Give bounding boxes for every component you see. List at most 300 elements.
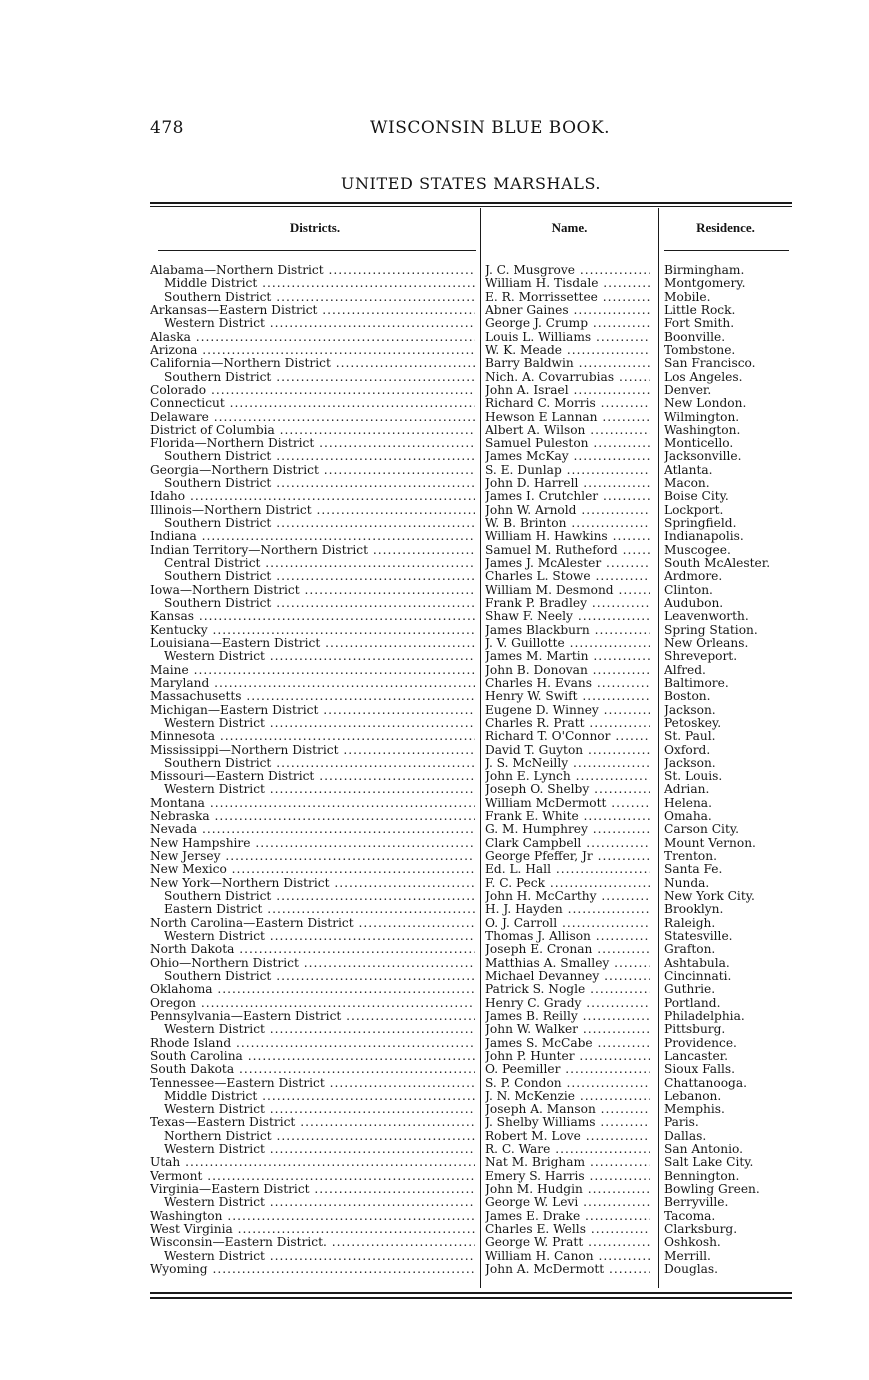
table-row: [0, 1183, 869, 1196]
table-title: UNITED STATES MARSHALS.: [340, 174, 602, 193]
residence-cell: New York City.: [664, 890, 755, 904]
district-cell: Western District .....: [164, 783, 475, 796]
name-cell: Hewson E Lannan .....: [485, 411, 650, 424]
table-row: [0, 783, 869, 796]
top-double-rule-upper: [150, 202, 792, 204]
name-cell: J. V. Guillotte .....: [485, 637, 650, 650]
table-row: [0, 1143, 869, 1156]
table-row: [0, 1196, 869, 1209]
bottom-double-rule-upper: [150, 1292, 792, 1294]
table-row: [0, 1010, 869, 1023]
header-underline-right: [664, 250, 789, 251]
residence-cell: South McAlester.: [664, 557, 771, 571]
district-cell: Western District .....: [164, 1023, 475, 1036]
residence-cell: Muscogee.: [664, 543, 731, 557]
residence-cell: Lockport.: [664, 503, 724, 517]
residence-cell: Chattanooga.: [664, 1076, 747, 1090]
residence-cell: Atlanta.: [664, 463, 713, 477]
table-row: [0, 331, 869, 344]
residence-cell: Mount Vernon.: [664, 836, 756, 850]
residence-cell: Washington.: [664, 423, 741, 437]
district-cell: Western District .....: [164, 930, 475, 943]
residence-cell: Baltimore.: [664, 676, 729, 690]
table-row: [0, 264, 869, 277]
residence-cell: New Orleans.: [664, 636, 749, 650]
table-row: [0, 1023, 869, 1036]
residence-cell: Providence.: [664, 1036, 737, 1050]
name-cell: John A. McDermott .....: [485, 1263, 650, 1276]
district-cell: Arizona .....: [150, 344, 475, 357]
residence-cell: Pittsburg.: [664, 1023, 726, 1037]
residence-cell: Oshkosh.: [664, 1236, 721, 1250]
name-cell: John W. Walker .....: [485, 1023, 650, 1036]
table-row: [0, 1103, 869, 1116]
district-cell: Massachusetts .....: [150, 690, 475, 703]
residence-cell: St. Louis.: [664, 770, 723, 784]
residence-cell: Fort Smith.: [664, 317, 735, 331]
bottom-double-rule-lower: [150, 1297, 792, 1299]
district-cell: South Dakota .....: [150, 1063, 475, 1076]
district-cell: Middle District .....: [164, 1090, 475, 1103]
district-cell: Kansas .....: [150, 610, 475, 623]
district-cell: Iowa—Northern District .....: [150, 584, 475, 597]
table-row: [0, 490, 869, 503]
name-cell: John M. Hudgin .....: [485, 1183, 650, 1196]
district-cell: New Hampshire .....: [150, 837, 475, 850]
district-cell: Southern District .....: [164, 517, 475, 530]
residence-cell: Nunda.: [664, 876, 710, 890]
district-cell: Maryland .....: [150, 677, 475, 690]
residence-cell: Omaha.: [664, 810, 712, 824]
table-row: [0, 757, 869, 770]
residence-cell: Boise City.: [664, 490, 729, 504]
name-cell: Henry C. Grady .....: [485, 997, 650, 1010]
residence-cell: New London.: [664, 397, 747, 411]
district-cell: Arkansas—Eastern District .....: [150, 304, 475, 317]
name-cell: Nich. A. Covarrubias .....: [485, 371, 650, 384]
name-cell: F. C. Peck .....: [485, 877, 650, 890]
residence-cell: Leavenworth.: [664, 610, 749, 624]
table-row: [0, 797, 869, 810]
table-row: [0, 1156, 869, 1169]
district-cell: New Jersey .....: [150, 850, 475, 863]
residence-cell: Douglas.: [664, 1263, 719, 1276]
residence-cell: Wilmington.: [664, 410, 740, 424]
table-row: [0, 411, 869, 424]
district-cell: Southern District .....: [164, 970, 475, 983]
name-cell: John P. Hunter .....: [485, 1050, 650, 1063]
table-row: [0, 1170, 869, 1183]
table-row: [0, 517, 869, 530]
residence-cell: San Francisco.: [664, 357, 756, 371]
table-row: [0, 677, 869, 690]
name-cell: John D. Harrell .....: [485, 477, 650, 490]
table-row: [0, 1077, 869, 1090]
residence-cell: Indianapolis.: [664, 530, 744, 544]
residence-cell: Tacoma.: [664, 1209, 716, 1223]
table-row: [0, 1063, 869, 1076]
table-row: [0, 837, 869, 850]
residence-cell: Helena.: [664, 796, 712, 810]
residence-cell: Statesville.: [664, 930, 733, 943]
name-cell: O. Peemiller .....: [485, 1063, 650, 1076]
district-cell: Southern District .....: [164, 570, 475, 583]
name-cell: J. C. Musgrove .....: [485, 264, 650, 277]
table-row: [0, 291, 869, 304]
residence-cell: Jacksonville.: [664, 450, 742, 464]
name-cell: Samuel M. Rutheford .....: [485, 544, 650, 557]
residence-cell: Los Angeles.: [664, 370, 743, 384]
residence-cell: Memphis.: [664, 1103, 725, 1117]
residence-cell: Lebanon.: [664, 1089, 722, 1103]
name-cell: William H. Hawkins .....: [485, 530, 650, 543]
table-row: [0, 397, 869, 410]
district-cell: Missouri—Eastern District .....: [150, 770, 475, 783]
district-cell: Nevada .....: [150, 823, 475, 836]
table-row: [0, 384, 869, 397]
name-cell: Robert M. Love .....: [485, 1130, 650, 1143]
residence-cell: Salt Lake City.: [664, 1156, 754, 1170]
district-cell: West Virginia .....: [150, 1223, 475, 1236]
table-row: [0, 450, 869, 463]
table-row: [0, 1050, 869, 1063]
district-cell: Southern District .....: [164, 371, 475, 384]
table-row: [0, 943, 869, 956]
residence-cell: Portland.: [664, 996, 721, 1010]
name-cell: Richard C. Morris .....: [485, 397, 650, 410]
residence-cell: Monticello.: [664, 437, 734, 451]
name-cell: John H. McCarthy .....: [485, 890, 650, 903]
name-cell: W. K. Meade .....: [485, 344, 650, 357]
top-double-rule-lower: [150, 206, 792, 207]
residence-cell: Cincinnati.: [664, 969, 732, 983]
name-cell: R. C. Ware .....: [485, 1143, 650, 1156]
table-row: [0, 850, 869, 863]
district-cell: Northern District .....: [164, 1130, 475, 1143]
residence-cell: Lancaster.: [664, 1049, 729, 1063]
table-row: [0, 637, 869, 650]
name-cell: John B. Donovan .....: [485, 664, 650, 677]
residence-cell: Shreveport.: [664, 650, 738, 664]
district-cell: Virginia—Eastern District .....: [150, 1183, 475, 1196]
name-cell: J. N. McKenzie .....: [485, 1090, 650, 1103]
name-cell: Louis L. Williams .....: [485, 331, 650, 344]
name-cell: James B. Reilly .....: [485, 1010, 650, 1023]
table-row: [0, 610, 869, 623]
district-cell: Georgia—Northern District .....: [150, 464, 475, 477]
table-row: [0, 983, 869, 996]
name-cell: Samuel Puleston .....: [485, 437, 650, 450]
table-row: [0, 357, 869, 370]
residence-cell: Sioux Falls.: [664, 1063, 735, 1077]
table-row: [0, 997, 869, 1010]
residence-cell: Ashtabula.: [664, 956, 730, 970]
name-cell: J. S. McNeilly .....: [485, 757, 650, 770]
table-row: [0, 1116, 869, 1129]
table-row: [0, 504, 869, 517]
book-title: WISCONSIN BLUE BOOK.: [370, 118, 611, 138]
residence-cell: Clarksburg.: [664, 1223, 738, 1237]
residence-cell: Philadelphia.: [664, 1009, 745, 1023]
name-cell: Barry Baldwin .....: [485, 357, 650, 370]
table-row: [0, 970, 869, 983]
district-cell: Alabama—Northern District .....: [150, 264, 475, 277]
residence-cell: Merrill.: [664, 1249, 711, 1263]
residence-cell: Brooklyn.: [664, 903, 724, 917]
residence-cell: Raleigh.: [664, 916, 716, 930]
name-cell: Joseph A. Manson .....: [485, 1103, 650, 1116]
district-cell: Vermont .....: [150, 1170, 475, 1183]
residence-cell: Berryville.: [664, 1196, 729, 1210]
district-cell: Western District .....: [164, 1143, 475, 1156]
residence-cell: Audubon.: [664, 597, 724, 610]
residence-cell: Springfield.: [664, 517, 737, 531]
district-cell: Ohio—Northern District .....: [150, 957, 475, 970]
name-cell: Abner Gaines .....: [485, 304, 650, 317]
table-row: [0, 704, 869, 717]
district-cell: Idaho .....: [150, 490, 475, 503]
name-cell: James E. Drake .....: [485, 1210, 650, 1223]
name-cell: John W. Arnold .....: [485, 504, 650, 517]
table-row: [0, 437, 869, 450]
district-cell: Rhode Island .....: [150, 1037, 475, 1050]
table-row: [0, 744, 869, 757]
name-cell: Thomas J. Allison .....: [485, 930, 650, 943]
residence-cell: Boston.: [664, 690, 711, 704]
table-row: [0, 957, 869, 970]
district-cell: Eastern District .....: [164, 903, 475, 916]
name-cell: William H. Tisdale .....: [485, 277, 650, 290]
name-cell: W. B. Brinton .....: [485, 517, 650, 530]
name-cell: Henry W. Swift .....: [485, 690, 650, 703]
name-cell: Charles L. Stowe .....: [485, 570, 650, 583]
table-row: [0, 690, 869, 703]
name-cell: James Blackburn .....: [485, 624, 650, 637]
residence-cell: Carson City.: [664, 823, 739, 837]
name-cell: Ed. L. Hall .....: [485, 863, 650, 876]
name-cell: Richard T. O'Connor .....: [485, 730, 650, 743]
table-row: [0, 890, 869, 903]
table-row: [0, 730, 869, 743]
district-cell: Mississippi—Northern District .....: [150, 744, 475, 757]
name-cell: Frank E. White .....: [485, 810, 650, 823]
table-row: [0, 1250, 869, 1263]
name-cell: James M. Martin .....: [485, 650, 650, 663]
table-row: [0, 1263, 869, 1276]
table-row: [0, 1130, 869, 1143]
district-cell: New Mexico .....: [150, 863, 475, 876]
district-cell: Western District .....: [164, 1196, 475, 1209]
table-row: [0, 304, 869, 317]
name-cell: S. P. Condon .....: [485, 1077, 650, 1090]
district-cell: Southern District .....: [164, 597, 475, 610]
table-row: [0, 877, 869, 890]
residence-cell: Grafton.: [664, 943, 716, 957]
residence-cell: Petoskey.: [664, 716, 722, 730]
name-cell: G. M. Humphrey .....: [485, 823, 650, 836]
name-cell: Charles R. Pratt .....: [485, 717, 650, 730]
table-row: [0, 584, 869, 597]
district-cell: Florida—Northern District .....: [150, 437, 475, 450]
residence-cell: Little Rock.: [664, 303, 736, 317]
name-cell: J. Shelby Williams .....: [485, 1116, 650, 1129]
residence-cell: Clinton.: [664, 583, 713, 597]
district-cell: Michigan—Eastern District .....: [150, 704, 475, 717]
residence-cell: Oxford.: [664, 743, 711, 757]
name-cell: Albert A. Wilson .....: [485, 424, 650, 437]
name-cell: Michael Devanney .....: [485, 970, 650, 983]
district-cell: Alaska .....: [150, 331, 475, 344]
district-cell: Middle District .....: [164, 277, 475, 290]
table-row: [0, 477, 869, 490]
column-header-districts: Districts.: [289, 220, 341, 235]
name-cell: Charles E. Wells .....: [485, 1223, 650, 1236]
name-cell: Eugene D. Winney .....: [485, 704, 650, 717]
residence-cell: Tombstone.: [664, 343, 736, 357]
residence-cell: Trenton.: [664, 850, 717, 864]
residence-cell: Paris.: [664, 1116, 699, 1130]
residence-cell: Jackson.: [664, 703, 716, 717]
name-cell: William H. Canon .....: [485, 1250, 650, 1263]
name-cell: James I. Crutchler .....: [485, 490, 650, 503]
column-header-name: Name.: [551, 220, 588, 235]
name-cell: Shaw F. Neely .....: [485, 610, 650, 623]
district-cell: Wisconsin—Eastern District. .....: [150, 1236, 475, 1249]
name-cell: Frank P. Bradley .....: [485, 597, 650, 610]
residence-cell: St. Paul.: [664, 730, 716, 744]
district-cell: California—Northern District .....: [150, 357, 475, 370]
district-cell: Southern District .....: [164, 291, 475, 304]
name-cell: Joseph E. Cronan .....: [485, 943, 650, 956]
table-row: [0, 717, 869, 730]
district-cell: Pennsylvania—Eastern District .....: [150, 1010, 475, 1023]
district-cell: North Carolina—Eastern District .....: [150, 917, 475, 930]
district-cell: Southern District .....: [164, 890, 475, 903]
header-underline-left: [158, 250, 476, 251]
name-cell: George W. Pratt .....: [485, 1236, 650, 1249]
district-cell: Tennessee—Eastern District .....: [150, 1077, 475, 1090]
district-cell: Colorado .....: [150, 384, 475, 397]
table-row: [0, 597, 869, 610]
table-row: [0, 903, 869, 916]
district-cell: Oregon .....: [150, 997, 475, 1010]
district-cell: Texas—Eastern District .....: [150, 1116, 475, 1129]
name-cell: George W. Levi .....: [485, 1196, 650, 1209]
residence-cell: Jackson.: [664, 756, 716, 770]
table-row: [0, 424, 869, 437]
name-cell: James S. McCabe .....: [485, 1037, 650, 1050]
table-row: [0, 1236, 869, 1249]
residence-cell: Birmingham.: [664, 264, 745, 277]
running-head: [150, 118, 792, 140]
name-cell: Matthias A. Smalley .....: [485, 957, 650, 970]
district-cell: Illinois—Northern District .....: [150, 504, 475, 517]
district-cell: Maine .....: [150, 664, 475, 677]
district-cell: Indiana .....: [150, 530, 475, 543]
residence-cell: Santa Fe.: [664, 863, 723, 877]
residence-cell: San Antonio.: [664, 1143, 743, 1157]
district-cell: Indian Territory—Northern District .....: [150, 544, 475, 557]
district-cell: Connecticut .....: [150, 397, 475, 410]
residence-cell: Guthrie.: [664, 983, 716, 997]
table-row: [0, 624, 869, 637]
district-cell: Wyoming .....: [150, 1263, 475, 1276]
table-row: [0, 810, 869, 823]
district-cell: Western District .....: [164, 317, 475, 330]
district-cell: District of Columbia .....: [150, 424, 475, 437]
district-cell: Southern District .....: [164, 477, 475, 490]
table-row: [0, 544, 869, 557]
district-cell: Western District .....: [164, 717, 475, 730]
table-row: [0, 1210, 869, 1223]
table-row: [0, 464, 869, 477]
table-row: [0, 557, 869, 570]
name-cell: Joseph O. Shelby .....: [485, 783, 650, 796]
name-cell: E. R. Morrissettee .....: [485, 291, 650, 304]
table-row: [0, 1037, 869, 1050]
residence-cell: Denver.: [664, 383, 712, 397]
name-cell: O. J. Carroll .....: [485, 917, 650, 930]
district-cell: Oklahoma .....: [150, 983, 475, 996]
district-cell: New York—Northern District .....: [150, 877, 475, 890]
table-row: [0, 1090, 869, 1103]
name-cell: Patrick S. Nogle .....: [485, 983, 650, 996]
residence-cell: Spring Station.: [664, 623, 758, 637]
table-row: [0, 317, 869, 330]
table-row: [0, 863, 869, 876]
name-cell: James J. McAlester .....: [485, 557, 650, 570]
district-cell: Minnesota .....: [150, 730, 475, 743]
residence-cell: Alfred.: [664, 663, 706, 677]
residence-cell: Mobile.: [664, 290, 711, 304]
table-row: [0, 664, 869, 677]
table-row: [0, 930, 869, 943]
name-cell: William McDermott .....: [485, 797, 650, 810]
district-cell: Central District .....: [164, 557, 475, 570]
name-cell: James McKay .....: [485, 450, 650, 463]
residence-cell: Bowling Green.: [664, 1183, 760, 1197]
district-cell: South Carolina .....: [150, 1050, 475, 1063]
district-cell: Southern District .....: [164, 757, 475, 770]
district-cell: Western District .....: [164, 1103, 475, 1116]
table-row: [0, 823, 869, 836]
table-row: [0, 917, 869, 930]
table-row: [0, 650, 869, 663]
district-cell: Western District .....: [164, 1250, 475, 1263]
page-number: 478: [150, 118, 184, 138]
name-cell: George Pfeffer, Jr .....: [485, 850, 650, 863]
residence-cell: Macon.: [664, 477, 710, 491]
name-cell: Charles H. Evans .....: [485, 677, 650, 690]
name-cell: Emery S. Harris .....: [485, 1170, 650, 1183]
residence-cell: Bennington.: [664, 1169, 740, 1183]
district-cell: Delaware .....: [150, 411, 475, 424]
residence-cell: Boonville.: [664, 330, 726, 344]
district-cell: Nebraska .....: [150, 810, 475, 823]
table-row: [0, 344, 869, 357]
name-cell: S. E. Dunlap .....: [485, 464, 650, 477]
name-cell: Clark Campbell .....: [485, 837, 650, 850]
table-row: [0, 570, 869, 583]
residence-cell: Dallas.: [664, 1129, 707, 1143]
name-cell: John E. Lynch .....: [485, 770, 650, 783]
name-cell: David T. Guyton .....: [485, 744, 650, 757]
residence-cell: Montgomery.: [664, 277, 746, 291]
table-row: [0, 371, 869, 384]
residence-cell: Adrian.: [664, 783, 710, 797]
district-cell: Utah .....: [150, 1156, 475, 1169]
district-cell: Kentucky .....: [150, 624, 475, 637]
